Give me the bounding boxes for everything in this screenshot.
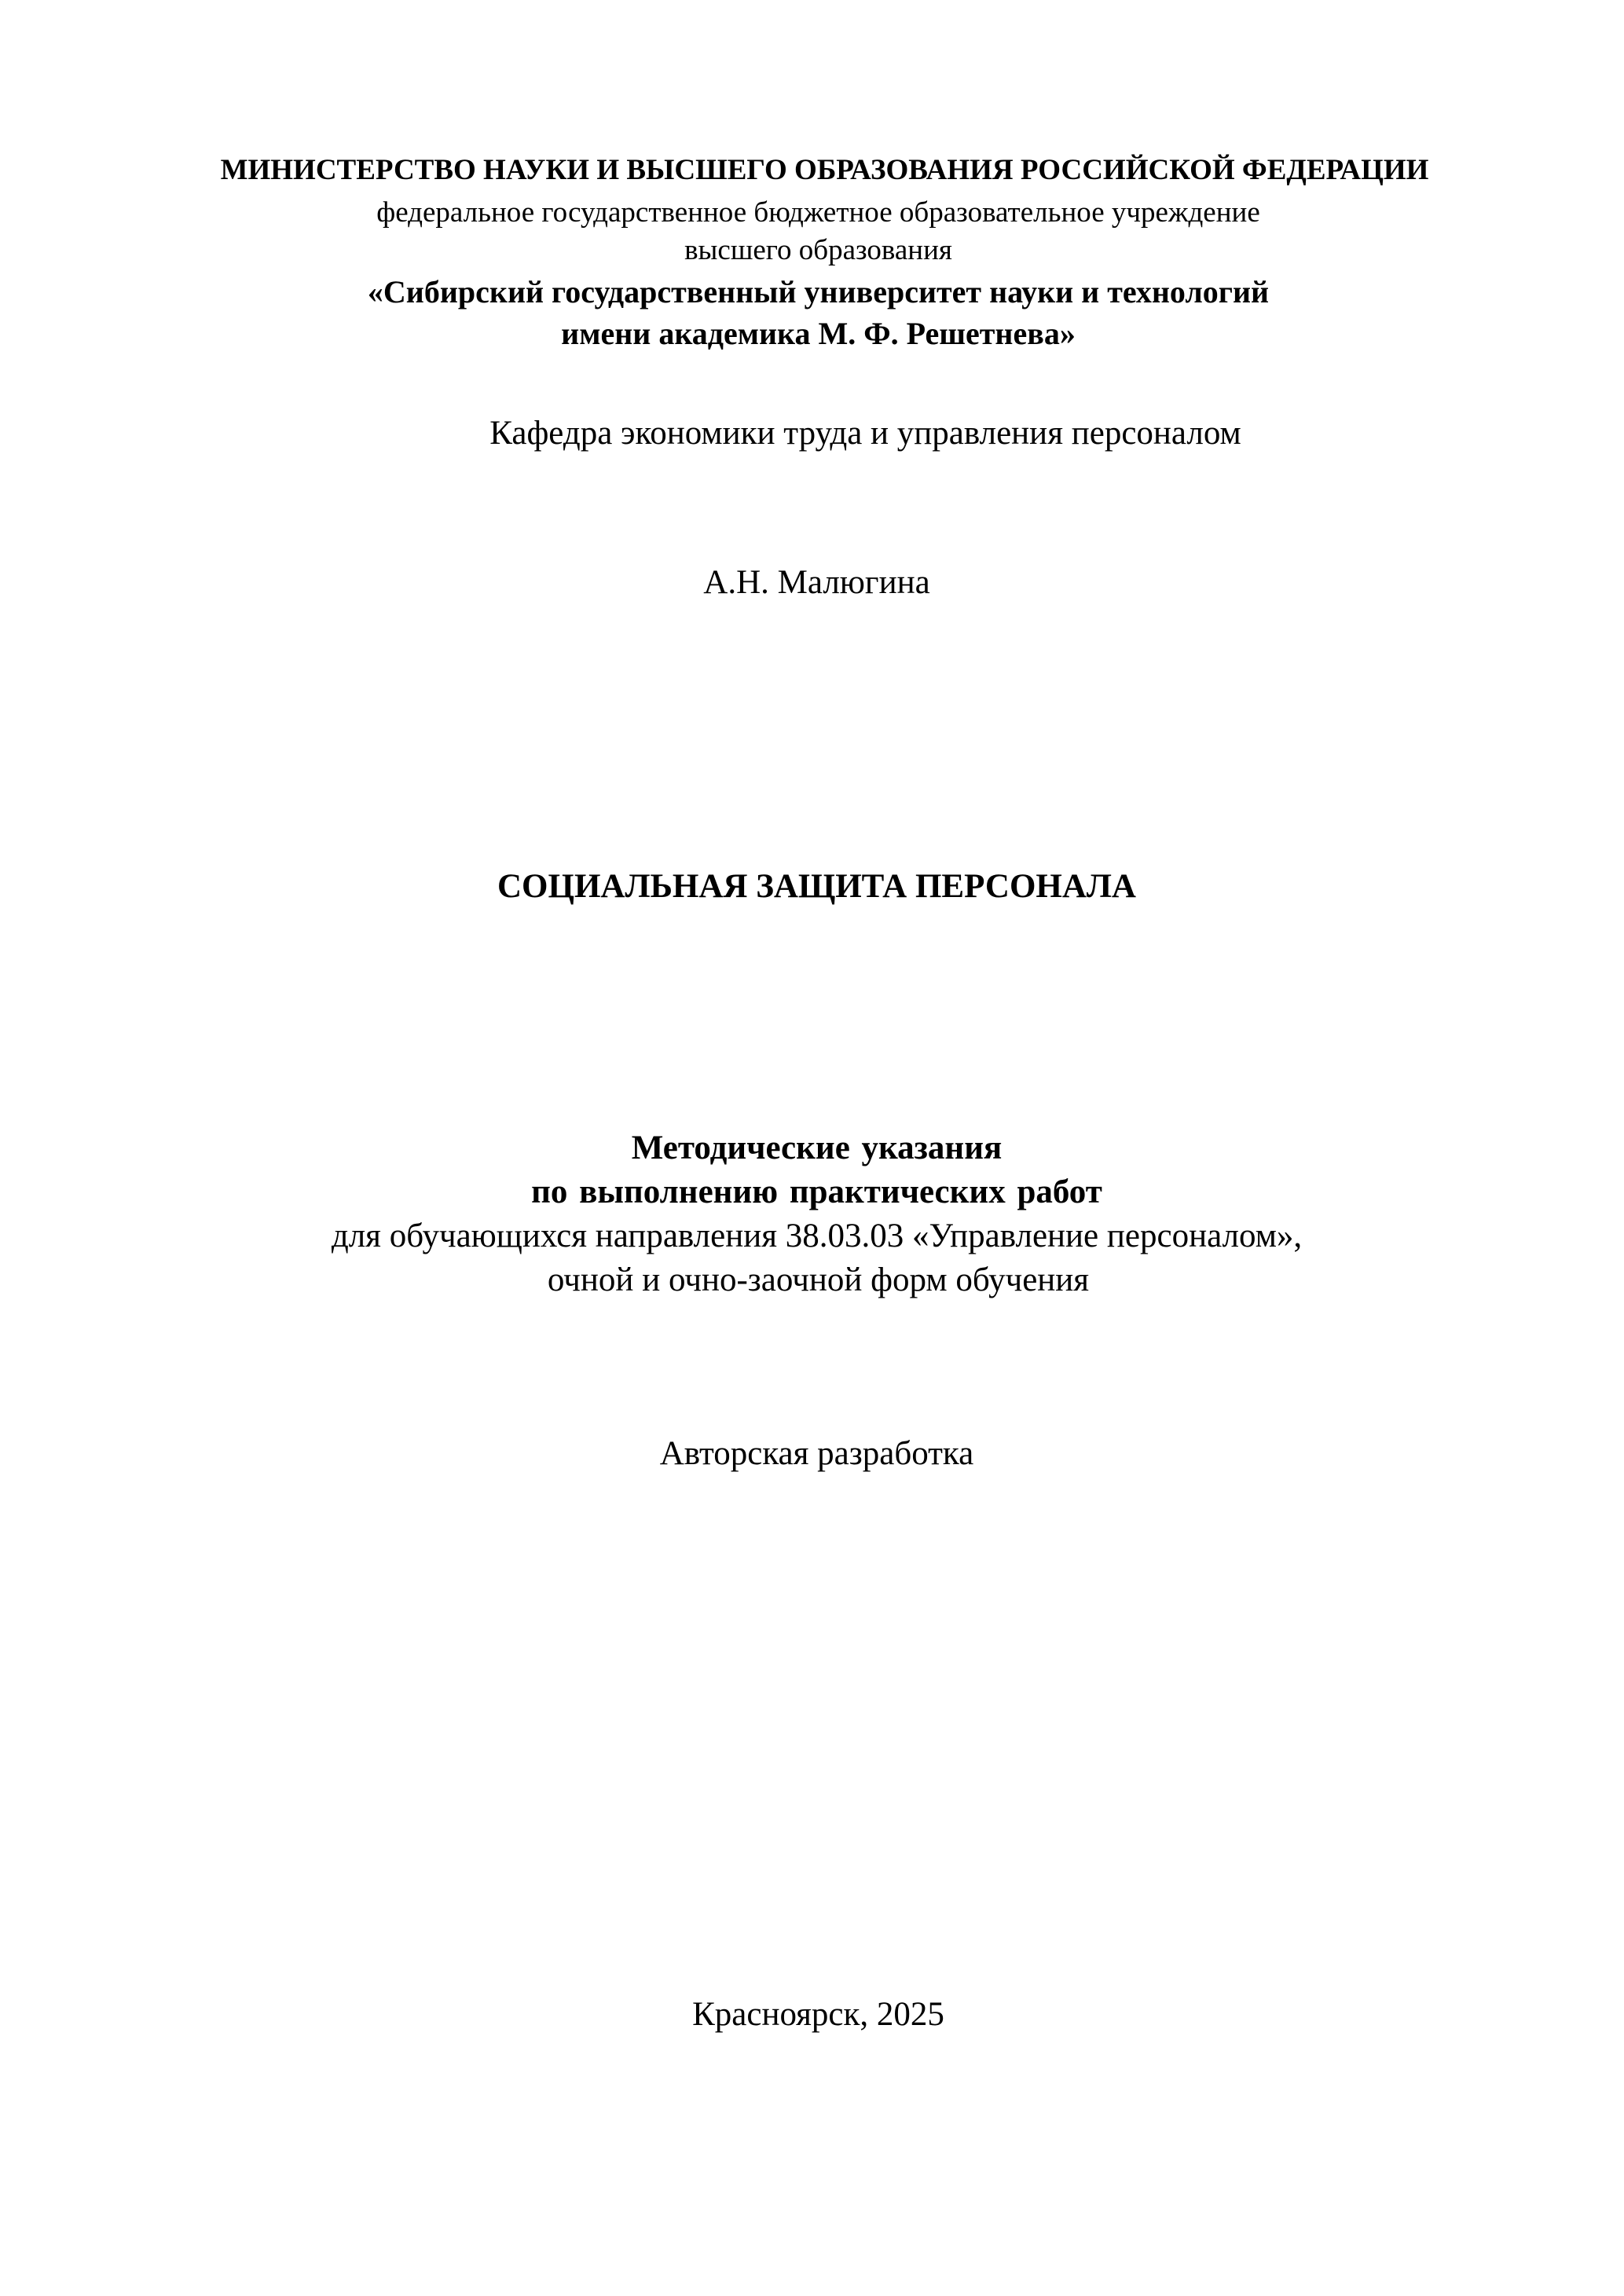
institution-type-line1: федеральное государственное бюджетное образовательное учреждение (376, 196, 1260, 229)
guide-audience-line2: очной и очно-заочной форм обучения (547, 1262, 1090, 1298)
ministry-name: МИНИСТЕРСТВО НАУКИ И ВЫСШЕГО ОБРАЗОВАНИЯ РОССИЙСКОЙ ФЕДЕРАЦИИ (220, 154, 1429, 186)
guide-audience-line1: для обучающихся направления 38.03.03 «Управление персоналом», (331, 1218, 1303, 1254)
guide-type-line2: по выполнению практических работ (531, 1174, 1102, 1210)
author-name: А.Н. Малюгина (703, 564, 930, 601)
department-name: Кафедра экономики труда и управления персоналом (489, 415, 1241, 452)
institution-type-line2: высшего образования (684, 234, 952, 266)
university-name-line2: имени академика М. Ф. Решетнева» (561, 316, 1076, 351)
university-name-line1: «Сибирский государственный университет науки и технологий (367, 274, 1270, 309)
city-year: Красноярск, 2025 (692, 1996, 944, 2033)
guide-type-line1: Методические указания (631, 1130, 1003, 1166)
authorship-note: Авторская разработка (659, 1435, 974, 1472)
document-title: СОЦИАЛЬНАЯ ЗАЩИТА ПЕРСОНАЛА (497, 868, 1136, 905)
